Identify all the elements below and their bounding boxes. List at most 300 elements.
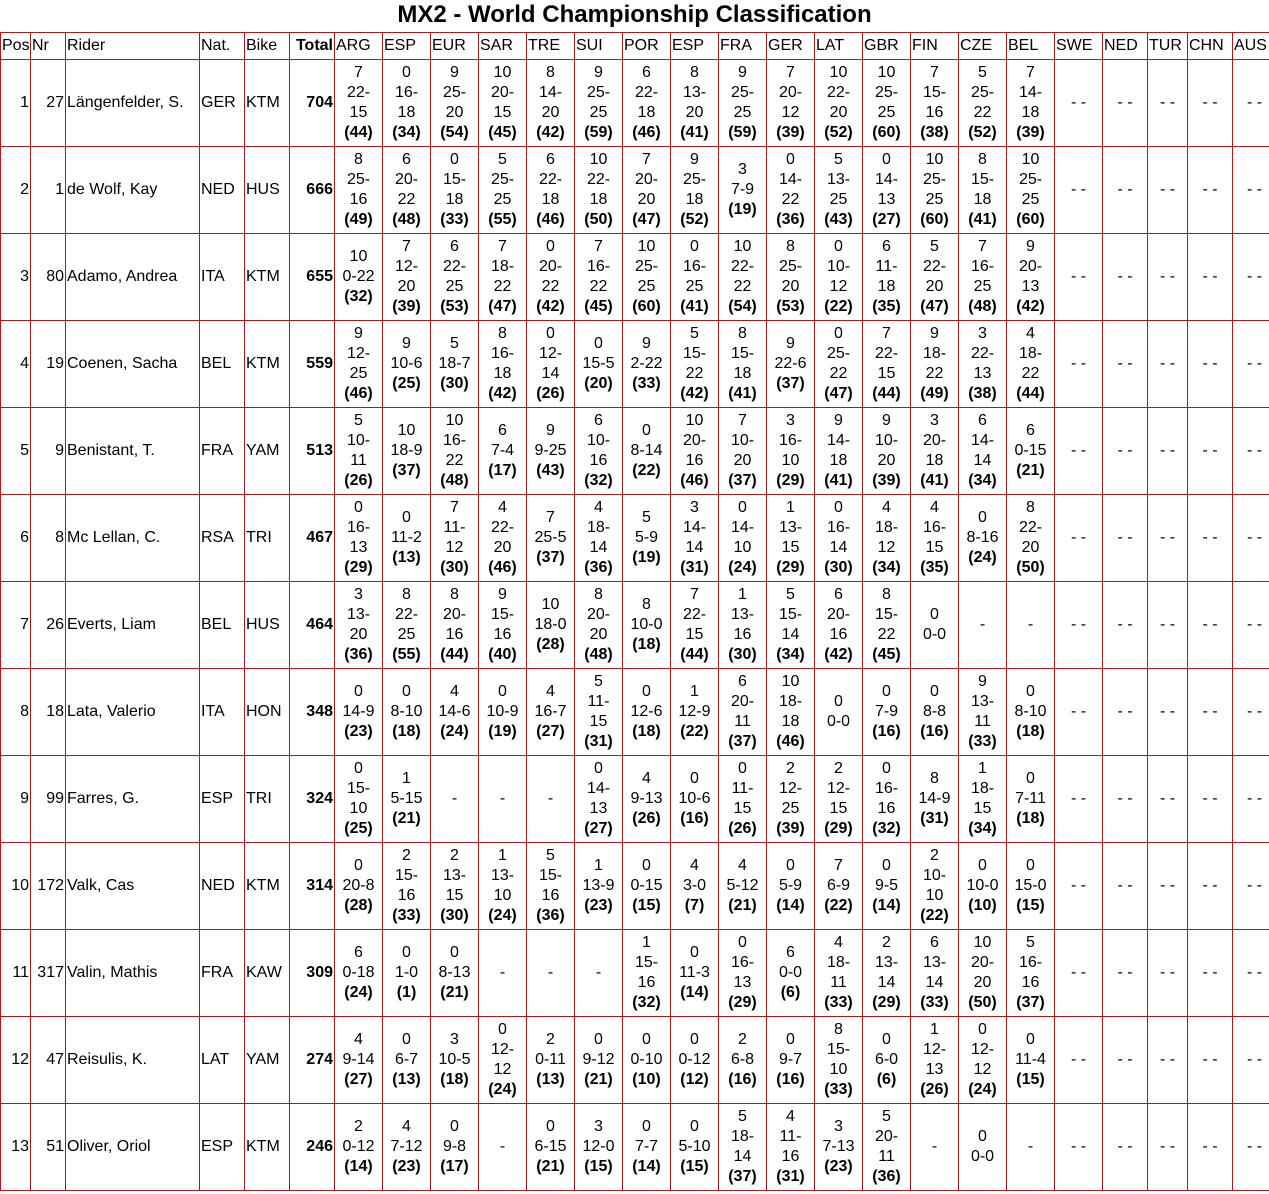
result-cell bbox=[1188, 234, 1233, 321]
result-line: 12- bbox=[490, 1041, 515, 1058]
result-line: 13- bbox=[730, 606, 755, 623]
result-line: - - bbox=[1159, 790, 1176, 807]
table-header bbox=[1, 33, 1269, 60]
table-row bbox=[1, 234, 1269, 321]
result-line: 4 bbox=[498, 499, 507, 516]
result-line: 14 bbox=[877, 974, 896, 991]
result-line: 0-22 bbox=[342, 268, 375, 285]
result-cell bbox=[815, 1017, 863, 1104]
result-line: 9 bbox=[930, 325, 939, 342]
result-cell bbox=[911, 1017, 959, 1104]
result-line: 0 bbox=[738, 934, 747, 951]
result-line: 0 bbox=[690, 944, 699, 961]
result-cell bbox=[383, 147, 431, 234]
total-cell: 246 bbox=[290, 1104, 335, 1191]
result-line: 6 bbox=[402, 151, 411, 168]
result-line: 9 bbox=[978, 673, 987, 690]
result-cell bbox=[623, 147, 671, 234]
result-cell bbox=[1103, 756, 1148, 843]
bike-cell: KTM bbox=[245, 843, 290, 930]
result-line: 18 bbox=[733, 365, 752, 382]
event-points: (33) bbox=[440, 211, 469, 228]
result-line: 20- bbox=[442, 606, 467, 623]
event-points: (23) bbox=[584, 897, 613, 914]
result-line: 12-6 bbox=[630, 703, 663, 720]
result-line: 10- bbox=[874, 432, 899, 449]
result-line: 22 bbox=[589, 278, 608, 295]
event-points: (37) bbox=[728, 1168, 757, 1185]
event-points: (16) bbox=[776, 1071, 805, 1088]
number-cell: 26 bbox=[31, 582, 66, 669]
event-points: (24) bbox=[968, 549, 997, 566]
event-points: (31) bbox=[584, 733, 613, 750]
result-line: 0 bbox=[882, 1031, 891, 1048]
result-line: 10 bbox=[397, 422, 416, 439]
rider-cell: Reisulis, K. bbox=[66, 1017, 200, 1104]
result-line: 14- bbox=[970, 432, 995, 449]
result-cell bbox=[623, 930, 671, 1017]
result-cell bbox=[1007, 756, 1055, 843]
result-line: 16 bbox=[349, 191, 368, 208]
event-points: (36) bbox=[584, 559, 613, 576]
result-cell bbox=[623, 756, 671, 843]
result-line: 13- bbox=[826, 171, 851, 188]
event-points: (27) bbox=[872, 211, 901, 228]
rider-cell: Benistant, T. bbox=[66, 408, 200, 495]
event-points: (59) bbox=[584, 124, 613, 141]
event-points: (17) bbox=[488, 462, 517, 479]
event-points: (32) bbox=[632, 994, 661, 1011]
header-event: SUI bbox=[575, 33, 623, 60]
result-line: 25 bbox=[685, 278, 704, 295]
event-points: (18) bbox=[1016, 723, 1045, 740]
result-cell bbox=[959, 147, 1007, 234]
header-event: BEL bbox=[1007, 33, 1055, 60]
result-line: 5 bbox=[834, 151, 843, 168]
result-cell bbox=[1007, 147, 1055, 234]
result-line: 15 bbox=[493, 104, 512, 121]
result-line: 0-0 bbox=[778, 964, 803, 981]
event-points: (49) bbox=[920, 385, 949, 402]
result-line: 18- bbox=[778, 693, 803, 710]
event-points: (50) bbox=[584, 211, 613, 228]
result-line: 0 bbox=[978, 1128, 987, 1145]
header-event: TRE bbox=[527, 33, 575, 60]
result-cell bbox=[911, 582, 959, 669]
event-points: (21) bbox=[440, 984, 469, 1001]
event-points: (42) bbox=[1016, 298, 1045, 315]
event-points: (50) bbox=[1016, 559, 1045, 576]
result-line: 2 bbox=[546, 1031, 555, 1048]
total-cell: 314 bbox=[290, 843, 335, 930]
event-points: (37) bbox=[536, 549, 565, 566]
pos-cell: 4 bbox=[1, 321, 31, 408]
result-line: 20- bbox=[538, 258, 563, 275]
result-line: 11- bbox=[731, 780, 754, 797]
nationality-cell: GER bbox=[200, 60, 245, 147]
result-cell bbox=[815, 930, 863, 1017]
result-line: 18- bbox=[970, 780, 995, 797]
result-line: 4 bbox=[354, 1031, 363, 1048]
event-points: (12) bbox=[680, 1071, 709, 1088]
result-line: - - bbox=[1246, 94, 1263, 111]
event-points: (41) bbox=[968, 211, 997, 228]
result-cell bbox=[815, 321, 863, 408]
result-line: 13- bbox=[778, 519, 803, 536]
result-line: - - bbox=[1159, 703, 1176, 720]
result-line: 22- bbox=[442, 258, 467, 275]
result-cell bbox=[623, 582, 671, 669]
result-line: 0 bbox=[978, 1021, 987, 1038]
event-points: (15) bbox=[1016, 897, 1045, 914]
event-points: (18) bbox=[1016, 810, 1045, 827]
result-cell bbox=[1188, 843, 1233, 930]
result-line: 15- bbox=[682, 345, 707, 362]
result-cell bbox=[383, 234, 431, 321]
result-line: 6 bbox=[882, 238, 891, 255]
result-line: 18- bbox=[490, 258, 515, 275]
result-line: 0 bbox=[450, 151, 459, 168]
result-cell bbox=[719, 669, 767, 756]
result-line: - - bbox=[1117, 1138, 1133, 1155]
rider-cell: Adamo, Andrea bbox=[66, 234, 200, 321]
total-cell: 348 bbox=[290, 669, 335, 756]
result-cell bbox=[1188, 756, 1233, 843]
result-line: 14 bbox=[925, 974, 944, 991]
result-line: 0 bbox=[882, 151, 891, 168]
result-line: 8 bbox=[546, 64, 555, 81]
table-row bbox=[1, 1017, 1269, 1104]
pos-cell: 6 bbox=[1, 495, 31, 582]
bike-cell: KTM bbox=[245, 234, 290, 321]
result-line: 9-8 bbox=[442, 1138, 467, 1155]
event-points: (41) bbox=[824, 472, 853, 489]
result-cell bbox=[479, 582, 527, 669]
result-line: 11-4 bbox=[1015, 1051, 1046, 1068]
result-cell bbox=[479, 669, 527, 756]
result-line: 14- bbox=[682, 519, 707, 536]
result-line: 0 bbox=[930, 683, 939, 700]
result-cell bbox=[959, 843, 1007, 930]
result-line: 10 bbox=[829, 64, 848, 81]
result-cell bbox=[911, 756, 959, 843]
result-line: - bbox=[1027, 1138, 1034, 1155]
result-cell bbox=[911, 1104, 959, 1191]
result-cell bbox=[1233, 147, 1269, 234]
result-line: 7-9 bbox=[874, 703, 899, 720]
event-points: (46) bbox=[680, 472, 709, 489]
result-cell bbox=[863, 495, 911, 582]
result-cell bbox=[911, 60, 959, 147]
result-line: 2 bbox=[930, 847, 939, 864]
header-nr: Nr bbox=[31, 33, 66, 60]
result-line: 9 bbox=[642, 335, 651, 352]
result-line: - - bbox=[1202, 181, 1218, 198]
result-cell bbox=[1103, 60, 1148, 147]
result-line: 16- bbox=[1018, 954, 1043, 971]
result-line: 2 bbox=[738, 1031, 747, 1048]
result-line: 2 bbox=[882, 934, 891, 951]
result-line: 18- bbox=[586, 519, 611, 536]
result-line: - bbox=[499, 790, 506, 807]
event-points: (32) bbox=[872, 820, 901, 837]
result-line: 12- bbox=[346, 345, 371, 362]
result-cell bbox=[671, 582, 719, 669]
result-line: 25- bbox=[634, 258, 659, 275]
result-line: 18 bbox=[541, 191, 560, 208]
result-line: 16- bbox=[922, 519, 947, 536]
result-line: 8 bbox=[402, 586, 411, 603]
result-line: 13 bbox=[973, 365, 992, 382]
result-cell bbox=[431, 582, 479, 669]
header-event: EUR bbox=[431, 33, 479, 60]
event-points: (29) bbox=[728, 994, 757, 1011]
result-cell bbox=[1055, 756, 1103, 843]
result-line: 13- bbox=[442, 867, 467, 884]
rider-cell: Längenfelder, S. bbox=[66, 60, 200, 147]
event-points: (44) bbox=[680, 646, 709, 663]
result-line: 5 bbox=[546, 847, 555, 864]
result-line: 18 bbox=[925, 452, 944, 469]
result-line: 7 bbox=[882, 325, 891, 342]
result-cell bbox=[815, 234, 863, 321]
event-points: (26) bbox=[632, 810, 661, 827]
result-line: 20- bbox=[970, 954, 995, 971]
event-points: (24) bbox=[968, 1081, 997, 1098]
result-line: 16- bbox=[442, 432, 467, 449]
event-points: (59) bbox=[728, 124, 757, 141]
result-cell bbox=[383, 582, 431, 669]
result-line: 25 bbox=[973, 278, 992, 295]
result-line: 0 bbox=[354, 499, 363, 516]
result-line: 22- bbox=[394, 606, 419, 623]
result-line: 15 bbox=[685, 626, 704, 643]
result-line: 15 bbox=[445, 887, 464, 904]
result-line: 15- bbox=[346, 780, 371, 797]
result-line: 3 bbox=[690, 499, 699, 516]
result-line: - - bbox=[1246, 442, 1263, 459]
result-line: 0-15 bbox=[630, 877, 663, 894]
result-line: 1-0 bbox=[394, 964, 419, 981]
result-line: 20 bbox=[877, 452, 896, 469]
result-line: - - bbox=[1159, 616, 1176, 633]
result-cell bbox=[1148, 756, 1188, 843]
result-cell bbox=[479, 60, 527, 147]
result-line: 0 bbox=[354, 857, 363, 874]
result-line: 9 bbox=[738, 64, 747, 81]
result-cell bbox=[1188, 930, 1233, 1017]
event-points: (22) bbox=[824, 897, 853, 914]
result-line: 5-15 bbox=[390, 790, 423, 807]
event-points: (14) bbox=[344, 1158, 373, 1175]
result-line: 1 bbox=[402, 770, 411, 787]
result-line: - - bbox=[1070, 964, 1087, 981]
event-points: (24) bbox=[728, 559, 757, 576]
total-cell: 467 bbox=[290, 495, 335, 582]
event-points: (10) bbox=[968, 897, 997, 914]
result-line: 18 bbox=[973, 191, 992, 208]
result-cell bbox=[863, 669, 911, 756]
result-line: 16- bbox=[682, 258, 707, 275]
number-cell: 80 bbox=[31, 234, 66, 321]
result-cell bbox=[335, 756, 383, 843]
result-line: 18-9 bbox=[390, 442, 423, 459]
result-line: 3 bbox=[450, 1031, 459, 1048]
result-line: 25 bbox=[733, 104, 752, 121]
result-line: 22 bbox=[973, 104, 992, 121]
total-cell: 513 bbox=[290, 408, 335, 495]
result-line: 0 bbox=[450, 1118, 459, 1135]
event-points: (30) bbox=[440, 907, 469, 924]
result-line: 5 bbox=[738, 1108, 747, 1125]
result-cell bbox=[959, 930, 1007, 1017]
result-line: 20 bbox=[973, 974, 992, 991]
result-line: 15- bbox=[826, 1041, 851, 1058]
result-line: 18 bbox=[685, 191, 704, 208]
result-cell bbox=[815, 60, 863, 147]
result-cell bbox=[671, 1104, 719, 1191]
result-line: 0 bbox=[642, 422, 651, 439]
event-points: (24) bbox=[488, 1081, 517, 1098]
result-line: - - bbox=[1246, 616, 1263, 633]
header-event: FIN bbox=[911, 33, 959, 60]
result-cell bbox=[1148, 321, 1188, 408]
event-points: (30) bbox=[440, 559, 469, 576]
result-line: - - bbox=[1202, 703, 1218, 720]
bike-cell: HUS bbox=[245, 582, 290, 669]
result-line: 0-15 bbox=[1014, 442, 1047, 459]
bike-cell: HON bbox=[245, 669, 290, 756]
result-cell bbox=[1103, 147, 1148, 234]
result-line: 15 bbox=[925, 539, 944, 556]
result-line: 4 bbox=[546, 683, 555, 700]
result-cell bbox=[1188, 1104, 1233, 1191]
result-line: 16 bbox=[637, 974, 656, 991]
result-line: 16- bbox=[586, 258, 611, 275]
result-cell bbox=[1055, 147, 1103, 234]
number-cell: 27 bbox=[31, 60, 66, 147]
result-cell bbox=[431, 321, 479, 408]
event-points: (52) bbox=[824, 124, 853, 141]
result-line: 2-22 bbox=[630, 355, 663, 372]
result-line: 0-18 bbox=[342, 964, 375, 981]
result-line: 22- bbox=[1018, 519, 1043, 536]
result-line: 0-0 bbox=[970, 1148, 995, 1165]
result-cell bbox=[1103, 495, 1148, 582]
event-points: (31) bbox=[920, 810, 949, 827]
event-points: (54) bbox=[440, 124, 469, 141]
result-line: 14- bbox=[874, 171, 899, 188]
result-line: 25 bbox=[925, 191, 944, 208]
result-line: 6 bbox=[738, 673, 747, 690]
result-line: 25- bbox=[778, 258, 803, 275]
result-cell bbox=[527, 60, 575, 147]
result-cell bbox=[1007, 1017, 1055, 1104]
event-points: (39) bbox=[776, 820, 805, 837]
table-row bbox=[1, 669, 1269, 756]
header-event: SWE bbox=[1055, 33, 1103, 60]
result-line: 6 bbox=[834, 586, 843, 603]
bike-cell: KTM bbox=[245, 1104, 290, 1191]
event-points: (7) bbox=[684, 897, 705, 914]
result-cell bbox=[575, 60, 623, 147]
result-cell bbox=[1007, 1104, 1055, 1191]
table-row bbox=[1, 147, 1269, 234]
result-line: 0-12 bbox=[342, 1138, 375, 1155]
result-cell bbox=[1188, 1017, 1233, 1104]
event-points: (41) bbox=[680, 298, 709, 315]
result-line: 22 bbox=[397, 191, 416, 208]
result-line: 15- bbox=[778, 606, 803, 623]
result-line: 9-7 bbox=[778, 1051, 803, 1068]
result-cell bbox=[1055, 1017, 1103, 1104]
event-points: (32) bbox=[344, 288, 373, 305]
result-line: 10-5 bbox=[438, 1051, 471, 1068]
result-line: 25 bbox=[445, 278, 464, 295]
result-cell bbox=[335, 60, 383, 147]
event-points: (24) bbox=[440, 723, 469, 740]
result-cell bbox=[1148, 582, 1188, 669]
total-cell: 464 bbox=[290, 582, 335, 669]
result-line: 10 bbox=[637, 238, 656, 255]
result-line: 18 bbox=[445, 191, 464, 208]
result-line: - - bbox=[1117, 94, 1133, 111]
event-points: (27) bbox=[584, 820, 613, 837]
result-line: 8 bbox=[978, 151, 987, 168]
result-line: 0 bbox=[1026, 770, 1035, 787]
result-cell bbox=[1233, 495, 1269, 582]
result-line: 18- bbox=[874, 519, 899, 536]
event-points: (21) bbox=[392, 810, 421, 827]
result-cell bbox=[623, 1104, 671, 1191]
result-cell bbox=[1007, 408, 1055, 495]
result-line: 22-6 bbox=[774, 355, 807, 372]
result-line: 18 bbox=[637, 104, 656, 121]
result-line: 22- bbox=[490, 519, 515, 536]
event-points: (30) bbox=[728, 646, 757, 663]
event-points: (37) bbox=[728, 472, 757, 489]
result-line: 15-5 bbox=[582, 355, 615, 372]
header-total: Total bbox=[290, 33, 335, 60]
pos-cell: 7 bbox=[1, 582, 31, 669]
result-line: 1 bbox=[786, 499, 795, 516]
nationality-cell: BEL bbox=[200, 321, 245, 408]
result-line: 13 bbox=[1021, 278, 1040, 295]
result-line: 20- bbox=[586, 606, 611, 623]
event-points: (19) bbox=[632, 549, 661, 566]
header-event: TUR bbox=[1148, 33, 1188, 60]
result-line: 3 bbox=[786, 412, 795, 429]
result-line: 14 bbox=[685, 539, 704, 556]
result-cell bbox=[527, 669, 575, 756]
header-event: POR bbox=[623, 33, 671, 60]
result-line: - - bbox=[1246, 529, 1263, 546]
pos-cell: 13 bbox=[1, 1104, 31, 1191]
result-line: 0 bbox=[834, 238, 843, 255]
result-line: 0 bbox=[834, 499, 843, 516]
result-line: - - bbox=[1159, 442, 1176, 459]
result-line: 14-9 bbox=[342, 703, 375, 720]
result-line: 9 bbox=[786, 335, 795, 352]
result-line: 22 bbox=[925, 365, 944, 382]
result-line: 22 bbox=[685, 365, 704, 382]
event-points: (18) bbox=[632, 636, 661, 653]
result-cell bbox=[1188, 321, 1233, 408]
result-line: 9 bbox=[546, 422, 555, 439]
result-cell bbox=[959, 321, 1007, 408]
result-line: - - bbox=[1117, 529, 1133, 546]
result-cell bbox=[911, 930, 959, 1017]
